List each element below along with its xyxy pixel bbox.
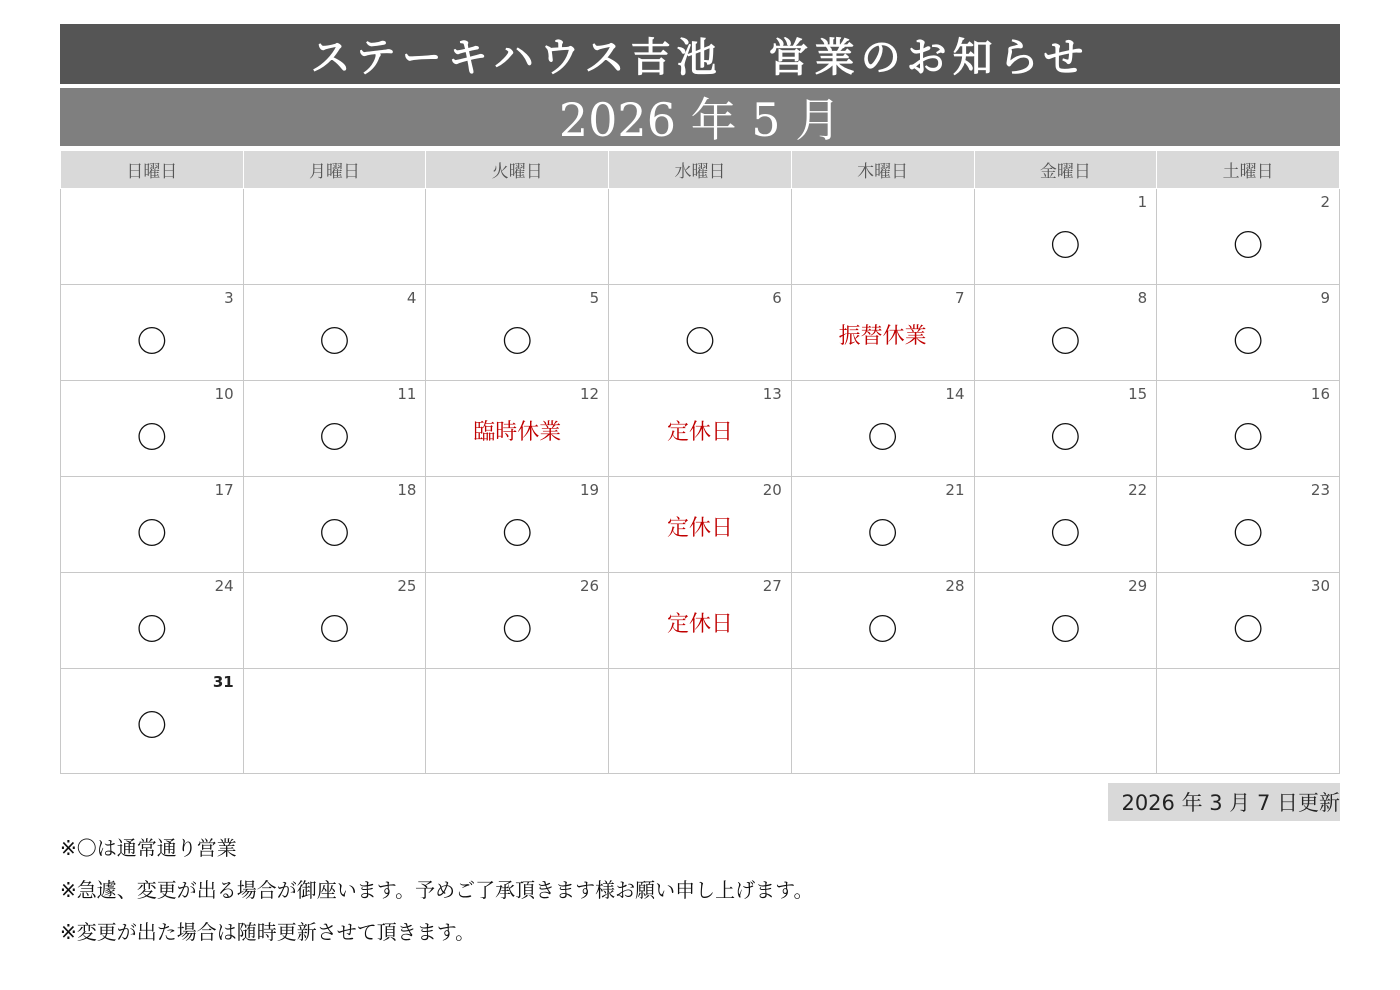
calendar-day-cell — [791, 189, 974, 285]
calendar-day-cell — [1157, 669, 1340, 774]
open-mark: 〇 — [1050, 229, 1081, 264]
weekday-wednesday: 水曜日 — [609, 151, 792, 189]
calendar-week-row — [61, 573, 1340, 669]
calendar-day-cell — [243, 381, 426, 477]
calendar-week-row — [61, 189, 1340, 285]
calendar-day-cell — [243, 285, 426, 381]
day-number: 11 — [397, 385, 417, 403]
calendar-day-cell — [974, 669, 1157, 774]
day-number: 7 — [954, 289, 965, 307]
day-number: 23 — [1310, 481, 1330, 499]
day-number: 13 — [762, 385, 782, 403]
calendar-day-cell — [791, 477, 974, 573]
open-mark: 〇 — [1233, 229, 1264, 264]
day-number: 21 — [945, 481, 965, 499]
note-regular: ※〇は通常通り営業 — [60, 836, 237, 860]
calendar-day-cell — [609, 381, 792, 477]
day-number: 24 — [214, 577, 234, 595]
page-title: ステーキハウス吉池 営業のお知らせ — [60, 24, 1340, 84]
day-number: 12 — [580, 385, 600, 403]
calendar-day-cell — [61, 285, 244, 381]
calendar-day-cell — [609, 477, 792, 573]
day-number: 16 — [1310, 385, 1330, 403]
weekday-sunday: 日曜日 — [61, 151, 244, 189]
note-update-notice: ※変更が出た場合は随時更新させて頂きます。 — [60, 920, 476, 944]
day-number: 5 — [589, 289, 600, 307]
day-number: 18 — [397, 481, 417, 499]
calendar-day-cell — [426, 669, 609, 774]
day-number: 17 — [214, 481, 234, 499]
calendar-day-cell — [243, 189, 426, 285]
calendar-day-cell — [243, 573, 426, 669]
day-number: 31 — [212, 673, 234, 691]
closed-label: 臨時休業 — [473, 420, 562, 445]
weekday-thursday: 木曜日 — [791, 151, 974, 189]
open-mark: 〇 — [502, 517, 533, 552]
open-mark: 〇 — [684, 325, 715, 360]
calendar-day-cell — [974, 285, 1157, 381]
calendar-day-cell — [609, 285, 792, 381]
open-mark: 〇 — [136, 709, 167, 744]
calendar-week-row — [61, 285, 1340, 381]
calendar-day-cell — [1157, 189, 1340, 285]
open-mark: 〇 — [1233, 421, 1264, 456]
calendar-day-cell — [426, 285, 609, 381]
calendar-day-cell — [974, 189, 1157, 285]
day-number: 9 — [1320, 289, 1330, 307]
calendar-day-cell — [791, 381, 974, 477]
open-mark: 〇 — [319, 325, 350, 360]
calendar-day-cell — [791, 285, 974, 381]
calendar-day-cell — [1157, 381, 1340, 477]
open-mark: 〇 — [319, 613, 350, 648]
calendar-day-cell — [426, 477, 609, 573]
calendar-day-cell — [974, 477, 1157, 573]
day-number: 14 — [945, 385, 965, 403]
open-mark: 〇 — [319, 517, 350, 552]
closed-label: 定休日 — [666, 516, 733, 541]
weekday-monday: 月曜日 — [243, 151, 426, 189]
calendar-day-cell — [791, 669, 974, 774]
open-mark: 〇 — [502, 613, 533, 648]
calendar-day-cell — [426, 573, 609, 669]
open-mark: 〇 — [136, 421, 167, 456]
closed-label: 定休日 — [666, 612, 733, 637]
weekday-saturday: 土曜日 — [1157, 151, 1340, 189]
calendar-body — [61, 189, 1340, 774]
day-number: 1 — [1137, 193, 1148, 211]
open-mark: 〇 — [1233, 517, 1264, 552]
calendar-day-cell — [609, 573, 792, 669]
calendar-day-cell — [61, 669, 244, 774]
calendar-day-cell — [243, 669, 426, 774]
note-change-notice: ※急遽、変更が出る場合が御座います。予めご了承頂きます様お願い申し上げます。 — [60, 878, 814, 902]
calendar-day-cell — [61, 573, 244, 669]
open-mark: 〇 — [1050, 613, 1081, 648]
calendar-day-cell — [609, 669, 792, 774]
weekday-header-row — [61, 151, 1340, 189]
calendar-day-cell — [609, 189, 792, 285]
day-number: 26 — [580, 577, 600, 595]
calendar-day-cell — [1157, 573, 1340, 669]
day-number: 4 — [406, 289, 417, 307]
weekday-friday: 金曜日 — [974, 151, 1157, 189]
open-mark: 〇 — [136, 613, 167, 648]
open-mark: 〇 — [1050, 421, 1081, 456]
calendar-day-cell — [1157, 285, 1340, 381]
updated-date: 2026 年 3 月 7 日更新 — [1108, 783, 1340, 821]
calendar-day-cell — [791, 573, 974, 669]
day-number: 29 — [1128, 577, 1148, 595]
open-mark: 〇 — [502, 325, 533, 360]
closed-label: 定休日 — [666, 420, 733, 445]
open-mark: 〇 — [1050, 517, 1081, 552]
day-number: 19 — [580, 481, 600, 499]
open-mark: 〇 — [867, 421, 898, 456]
closed-label: 振替休業 — [838, 324, 927, 349]
open-mark: 〇 — [1233, 613, 1264, 648]
open-mark: 〇 — [136, 325, 167, 360]
day-number: 2 — [1320, 193, 1330, 211]
calendar-day-cell — [426, 189, 609, 285]
calendar-day-cell — [61, 381, 244, 477]
calendar-table — [60, 150, 1340, 774]
open-mark: 〇 — [1050, 325, 1081, 360]
day-number: 22 — [1128, 481, 1148, 499]
month-title: 2026 年 5 月 — [60, 88, 1340, 146]
day-number: 6 — [772, 289, 782, 307]
day-number: 27 — [762, 577, 782, 595]
day-number: 25 — [397, 577, 417, 595]
weekday-tuesday: 火曜日 — [426, 151, 609, 189]
day-number: 3 — [224, 289, 234, 307]
day-number: 28 — [945, 577, 965, 595]
day-number: 30 — [1310, 577, 1330, 595]
calendar-day-cell — [426, 381, 609, 477]
calendar-day-cell — [243, 477, 426, 573]
calendar-day-cell — [61, 477, 244, 573]
day-number: 10 — [214, 385, 234, 403]
calendar-day-cell — [974, 573, 1157, 669]
day-number: 15 — [1128, 385, 1148, 403]
calendar-day-cell — [1157, 477, 1340, 573]
open-mark: 〇 — [319, 421, 350, 456]
open-mark: 〇 — [1233, 325, 1264, 360]
calendar-week-row — [61, 669, 1340, 774]
calendar-day-cell — [974, 381, 1157, 477]
calendar-week-row — [61, 381, 1340, 477]
day-number: 20 — [762, 481, 782, 499]
open-mark: 〇 — [136, 517, 167, 552]
open-mark: 〇 — [867, 517, 898, 552]
calendar-week-row — [61, 477, 1340, 573]
open-mark: 〇 — [867, 613, 898, 648]
day-number: 8 — [1137, 289, 1148, 307]
calendar-day-cell — [61, 189, 244, 285]
